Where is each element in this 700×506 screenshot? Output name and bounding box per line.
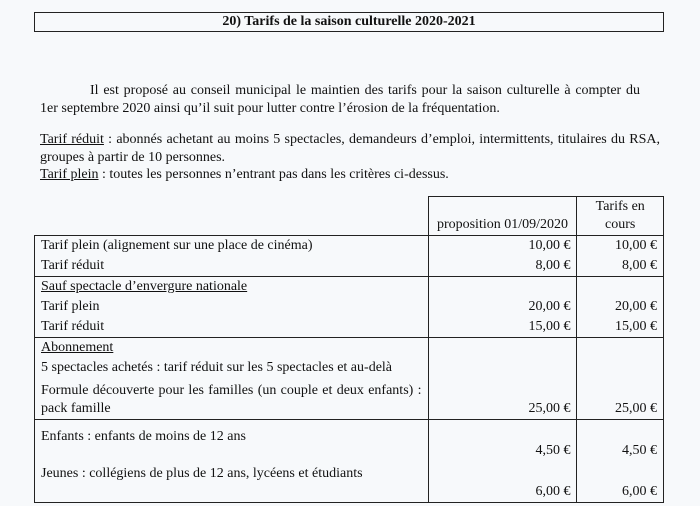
row-cours-value: 20,00 € <box>577 297 664 317</box>
row-cours-value: 25,00 € <box>577 378 664 420</box>
table-row <box>35 236 664 257</box>
row-label: Tarif réduit <box>35 317 429 338</box>
tarifs-table <box>34 196 664 503</box>
table-row <box>35 256 664 277</box>
table-row <box>35 420 664 462</box>
row-proposition-value: 8,00 € <box>428 256 577 277</box>
row-label: Tarif plein <box>35 297 429 317</box>
row-proposition-value: 20,00 € <box>428 297 577 317</box>
table-header-row <box>35 197 664 236</box>
table-row <box>35 317 664 338</box>
row-cours-value: 8,00 € <box>577 256 664 277</box>
tarif-reduit-label: Tarif réduit <box>40 132 104 147</box>
row-cours-value: 10,00 € <box>577 236 664 257</box>
table-row <box>35 358 664 378</box>
row-label: Enfants : enfants de moins de 12 ans <box>35 420 429 462</box>
tarif-reduit-text: abonnés achetant au moins 5 spectacles, demandeurs d’emploi, intermittents, titulaires du RSA, groupes à partir de 10 personnes. <box>40 132 660 165</box>
section-title: 20) Tarifs de la saison culturelle 2020-2021 <box>34 12 664 32</box>
row-label: Jeunes : collégiens de plus de 12 ans, lycéens et étudiants <box>35 461 429 503</box>
header-proposition: proposition 01/09/2020 <box>428 197 577 236</box>
row-proposition-value: 6,00 € <box>428 461 577 503</box>
table-row <box>35 277 664 298</box>
tarif-reduit-paragraph <box>40 131 660 167</box>
tarif-plein-text: toutes les personnes n’entrant pas dans les critères ci-dessus. <box>109 167 449 182</box>
intro-paragraph: Il est proposé au conseil municipal le maintien des tarifs pour la saison culturelle à compter du 1er septembre 2020 ainsi qu’il suit pour lutter contre l’érosion de la fréquentation. <box>40 83 640 116</box>
tarif-plein-paragraph <box>40 166 660 184</box>
table-row <box>35 297 664 317</box>
row-cours-value: 15,00 € <box>577 317 664 338</box>
row-cours-value: 4,50 € <box>577 420 664 462</box>
row-label: Tarif plein (alignement sur une place de cinéma) <box>35 236 429 257</box>
table-row <box>35 378 664 420</box>
row-proposition-value: 4,50 € <box>428 420 577 462</box>
group-heading: Sauf spectacle d’envergure nationale <box>41 279 248 294</box>
table-row <box>35 338 664 359</box>
header-tarifs-en-cours: Tarifs en cours <box>577 197 664 236</box>
header-empty-cell <box>35 197 429 236</box>
row-proposition-value: 15,00 € <box>428 317 577 338</box>
tarif-plein-sep: : <box>98 167 110 182</box>
row-proposition-value: 25,00 € <box>428 378 577 420</box>
table-row <box>35 461 664 503</box>
row-label: Tarif réduit <box>35 256 429 277</box>
row-label: Formule découverte pour les familles (un couple et deux enfants) : pack famille <box>35 378 429 420</box>
group-heading: Abonnement <box>41 340 114 355</box>
row-cours-value: 6,00 € <box>577 461 664 503</box>
row-proposition-value: 10,00 € <box>428 236 577 257</box>
tarif-plein-label: Tarif plein <box>40 167 99 182</box>
row-label: 5 spectacles achetés : tarif réduit sur les 5 spectacles et au-delà <box>35 358 429 378</box>
tarif-reduit-sep: : <box>103 132 117 147</box>
